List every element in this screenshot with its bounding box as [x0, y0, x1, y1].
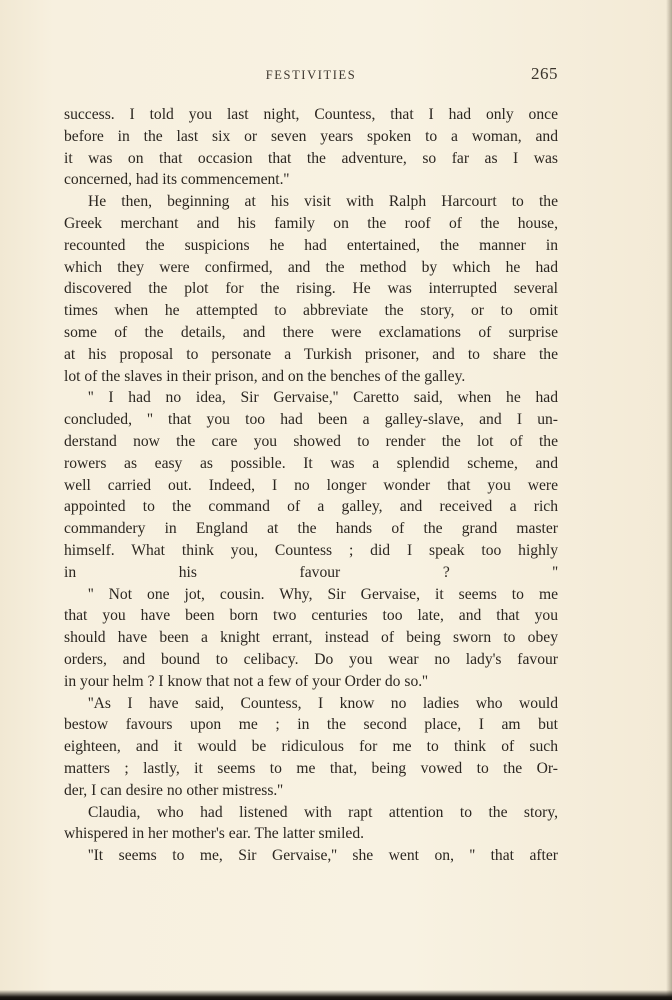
paragraph	[64, 191, 558, 387]
text-line: lot of the slaves in their prison, and on the benches of the galley.	[64, 367, 466, 385]
text-line: concerned, had its commencement.''	[64, 171, 290, 189]
paragraph	[64, 845, 558, 867]
text-line: in your helm ? I know that not a few of your Order do so.''	[64, 672, 428, 690]
paragraph	[64, 693, 558, 802]
text-line: '' I had no idea, Sir Gervaise,'' Caretto said, when he had	[88, 389, 558, 407]
text-line: der, I can desire no other mistress.''	[64, 781, 283, 799]
text-line: Greek merchant and his family on the roof of the house,	[64, 214, 558, 232]
text-line: '' Not one jot, cousin. Why, Sir Gervaise, it seems to me	[88, 585, 558, 603]
text-line: in his favour ? ''	[64, 563, 558, 581]
running-head: FESTIVITIES	[265, 68, 357, 82]
text-line: some of the details, and there were exclamations of surprise	[64, 323, 558, 341]
page-edge-shadow	[666, 0, 672, 1000]
body-text	[64, 104, 558, 867]
paragraph	[64, 802, 558, 846]
paragraph	[64, 387, 558, 583]
text-line: concluded, '' that you too had been a galley-slave, and I un-	[64, 411, 558, 429]
text-line: Claudia, who had listened with rapt attention to the story,	[88, 803, 558, 821]
scan-bottom-edge	[0, 990, 672, 1000]
text-line: matters ; lastly, it seems to me that, being vowed to the Or-	[64, 759, 558, 777]
text-line: commandery in England at the hands of the grand master	[64, 520, 558, 538]
text-line: orders, and bound to celibacy. Do you wear no lady's favour	[64, 650, 558, 668]
text-line: well carried out. Indeed, I no longer wonder that you were	[64, 476, 558, 494]
text-line: it was on that occasion that the adventure, so far as I was	[64, 149, 558, 167]
text-line: ''It seems to me, Sir Gervaise,'' she went on, '' that after	[88, 847, 558, 865]
text-line: rowers as easy as possible. It was a splendid scheme, and	[64, 454, 558, 472]
page-number: 265	[531, 64, 558, 83]
text-line: eighteen, and it would be ridiculous for me to think of such	[64, 738, 558, 756]
paragraph	[64, 584, 558, 693]
text-line: success. I told you last night, Countess, that I had only once	[64, 106, 558, 123]
text-line: himself. What think you, Countess ; did I speak too highly	[64, 541, 558, 559]
text-line: appointed to the command of a galley, and received a rich	[64, 498, 558, 516]
text-line: derstand now the care you showed to render the lot of the	[64, 432, 558, 450]
text-line: He then, beginning at his visit with Ralph Harcourt to the	[88, 193, 558, 211]
text-line: bestow favours upon me ; in the second place, I am but	[64, 716, 558, 734]
text-line: should have been a knight errant, instead of being sworn to obey	[64, 629, 558, 647]
text-line: which they were confirmed, and the method by which he had	[64, 258, 558, 276]
page-header	[64, 64, 558, 88]
text-line: whispered in her mother's ear. The latter smiled.	[64, 825, 365, 843]
text-line: that you have been born two centuries too late, and that you	[64, 607, 558, 625]
text-line: times when he attempted to abbreviate the story, or to omit	[64, 302, 558, 320]
paragraph	[64, 104, 558, 191]
text-line: discovered the plot for the rising. He was interrupted several	[64, 280, 558, 298]
text-line: at his proposal to personate a Turkish prisoner, and to share the	[64, 345, 558, 363]
text-line: ''As I have said, Countess, I know no ladies who would	[88, 694, 558, 712]
text-line: before in the last six or seven years spoken to a woman, and	[64, 127, 558, 145]
text-line: recounted the suspicions he had entertained, the manner in	[64, 236, 558, 254]
